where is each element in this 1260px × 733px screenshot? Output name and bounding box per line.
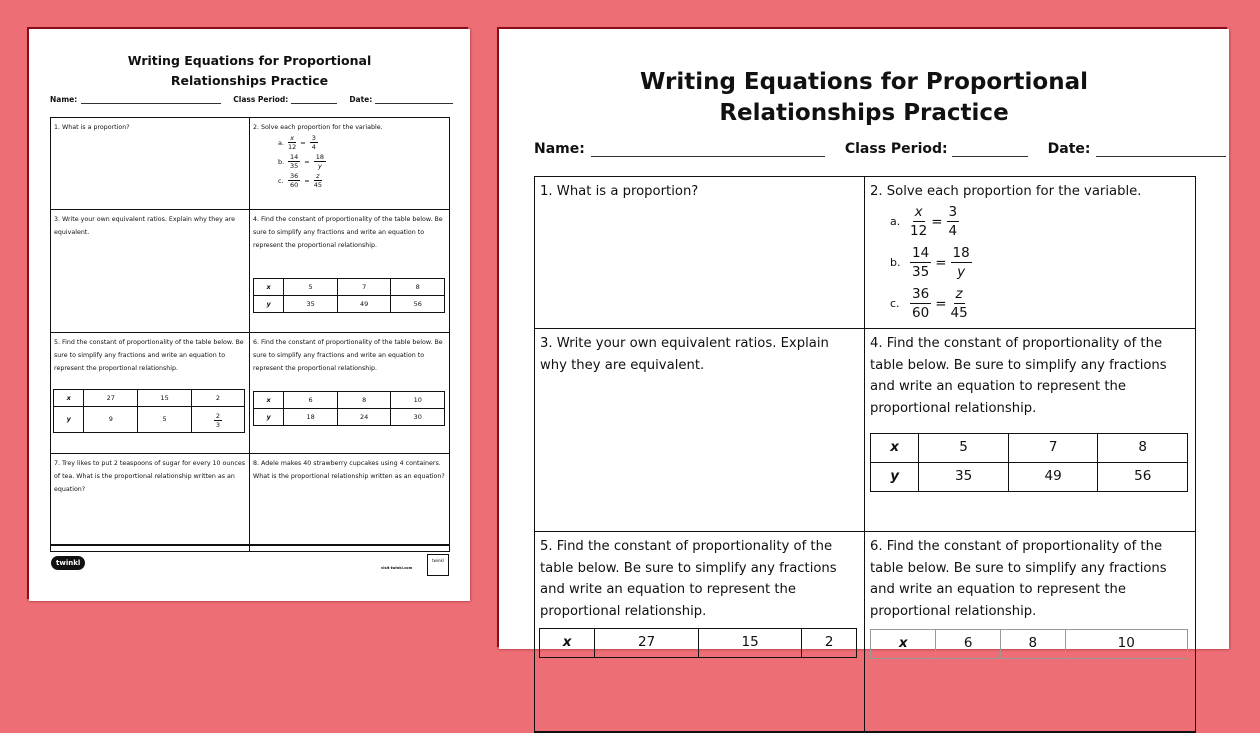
question-text: 2. Solve each proportion for the variable. [253, 124, 383, 131]
numerator: x [290, 134, 295, 142]
numerator: z [316, 172, 320, 180]
question-text: 8. Adele makes 40 strawberry cupcakes using 4 containers. What is the proportional relationship written as an equation? [253, 460, 445, 480]
x-header: x [254, 279, 284, 296]
x-header: x [54, 390, 84, 407]
proportion-label: a. [890, 214, 901, 228]
question-4[interactable] [250, 210, 449, 333]
equals-sign: = [304, 176, 310, 185]
proportion-a [890, 203, 972, 240]
equals-sign: = [304, 157, 310, 166]
question-text: 4. Find the constant of proportionality of the table below. Be sure to simplify any fractions and write an equation to represent the proportional relationship. [870, 336, 1167, 416]
y-value: 35 [919, 463, 1009, 492]
proportion-a [278, 134, 326, 151]
name-label: Name: [50, 95, 78, 104]
proportion-b [890, 244, 972, 281]
y-value: 56 [1098, 463, 1188, 492]
question-1[interactable] [535, 177, 865, 329]
x-value: 8 [1000, 630, 1065, 659]
title-line-2: Relationships Practice [719, 100, 1009, 126]
y-value-fraction [191, 407, 244, 433]
title-line-2: Relationships Practice [170, 73, 329, 88]
denominator: y [317, 162, 322, 170]
denominator: 60 [290, 181, 299, 189]
y-value: 49 [1008, 463, 1098, 492]
denominator: 3 [215, 421, 221, 429]
question-text: 5. Find the constant of proportionality of the table below. Be sure to simplify any fractions and write an equation to represent the proportional relationship. [54, 339, 244, 372]
question-text: 7. Trey likes to put 2 teaspoons of sugar for every 10 ounces of tea. What is the proportional relationship written as an equation? [54, 460, 246, 493]
x-value: 15 [698, 629, 802, 658]
equals-sign: = [300, 138, 306, 147]
denominator: 12 [288, 143, 297, 151]
questions-grid [534, 176, 1196, 733]
proportion-c [890, 285, 972, 322]
x-header: x [254, 392, 284, 409]
x-value: 8 [1098, 434, 1188, 463]
x-value: 27 [84, 390, 138, 407]
equals-sign: = [935, 295, 947, 312]
denominator: 45 [950, 305, 968, 321]
question-8[interactable] [250, 454, 449, 551]
denominator: 4 [311, 143, 316, 151]
date-field[interactable] [375, 103, 453, 104]
y-value: 18 [284, 409, 338, 426]
numerator: 36 [290, 172, 299, 180]
proportion-label: b. [890, 255, 901, 269]
numerator: 14 [912, 245, 930, 261]
title-line-1: Writing Equations for Proportional [127, 53, 372, 68]
name-field[interactable] [81, 103, 221, 104]
y-header: y [54, 407, 84, 433]
xy-table [53, 389, 245, 433]
question-2[interactable] [250, 118, 449, 210]
question-5[interactable] [535, 532, 865, 732]
y-value: 5 [138, 407, 192, 433]
x-value: 8 [391, 279, 445, 296]
y-header: y [254, 296, 284, 313]
twinkl-badge-icon: twinkl [427, 554, 449, 576]
y-value: 24 [337, 409, 391, 426]
footer-divider [50, 544, 450, 546]
questions-grid [50, 117, 450, 552]
proportion-label: c. [890, 296, 900, 310]
x-value: 7 [337, 279, 391, 296]
x-header: x [871, 630, 936, 659]
x-value: 27 [595, 629, 699, 658]
equals-sign: = [935, 254, 947, 271]
numerator: 36 [912, 286, 930, 302]
numerator: 2 [215, 412, 221, 420]
question-7[interactable] [51, 454, 250, 551]
worksheet-thumbnail-page [29, 29, 470, 601]
title-line-1: Writing Equations for Proportional [640, 69, 1088, 95]
x-header: x [540, 629, 595, 658]
denominator: 12 [910, 223, 928, 239]
proportion-list [278, 134, 326, 191]
x-value: 2 [802, 629, 857, 658]
y-value: 9 [84, 407, 138, 433]
y-header: y [871, 463, 919, 492]
numerator: 3 [948, 204, 958, 220]
xy-table [870, 629, 1188, 659]
numerator: x [914, 204, 923, 220]
question-text: 6. Find the constant of proportionality of the table below. Be sure to simplify any fractions and write an equation to represent the proportional relationship. [870, 539, 1167, 619]
xy-table [253, 278, 445, 313]
date-label: Date: [1047, 141, 1091, 157]
question-3[interactable] [535, 329, 865, 532]
x-value: 15 [138, 390, 192, 407]
student-info-row [50, 95, 453, 104]
question-text: 3. Write your own equivalent ratios. Explain why they are equivalent. [540, 336, 829, 373]
question-text: 5. Find the constant of proportionality of the table below. Be sure to simplify any fractions and write an equation to represent the proportional relationship. [540, 539, 837, 619]
y-value: 49 [337, 296, 391, 313]
xy-table [870, 433, 1188, 492]
worksheet-title [29, 51, 470, 91]
class-period-field[interactable] [291, 103, 337, 104]
y-value: 35 [284, 296, 338, 313]
proportion-label: c. [278, 176, 284, 185]
y-value: 30 [391, 409, 445, 426]
question-text: 4. Find the constant of proportionality of the table below. Be sure to simplify any fractions and write an equation to represent the proportional relationship. [253, 216, 443, 249]
x-value: 6 [936, 630, 1001, 659]
denominator: 45 [313, 181, 323, 189]
name-label: Name: [534, 141, 585, 157]
equals-sign: = [931, 213, 943, 230]
question-text: 2. Solve each proportion for the variable. [870, 184, 1142, 199]
question-3[interactable] [51, 210, 250, 333]
date-label: Date: [349, 95, 373, 104]
numerator: 14 [290, 153, 299, 161]
question-4[interactable] [865, 329, 1195, 532]
x-value: 5 [919, 434, 1009, 463]
name-field[interactable] [591, 156, 825, 157]
twinkl-logo: twinkl [51, 556, 85, 570]
denominator: y [957, 264, 966, 280]
question-2[interactable] [865, 177, 1195, 329]
class-period-label: Class Period: [844, 141, 948, 157]
question-text: 6. Find the constant of proportionality of the table below. Be sure to simplify any fractions and write an equation to represent the proportional relationship. [253, 339, 443, 372]
x-value: 6 [284, 392, 338, 409]
numerator: 3 [311, 134, 316, 142]
footer-url: visit twinkl.com [381, 566, 413, 570]
xy-table [253, 391, 445, 426]
denominator: 60 [912, 305, 930, 321]
question-1[interactable] [51, 118, 250, 210]
proportion-label: b. [278, 157, 285, 166]
date-field[interactable] [1096, 156, 1226, 157]
denominator: 35 [912, 264, 930, 280]
question-text: 1. What is a proportion? [540, 184, 699, 199]
xy-table [539, 628, 857, 658]
x-value: 10 [391, 392, 445, 409]
y-header: y [254, 409, 284, 426]
proportion-b [278, 153, 326, 170]
worksheet-title [499, 67, 1229, 129]
class-period-label: Class Period: [233, 95, 289, 104]
proportion-label: a. [278, 138, 285, 147]
numerator: 18 [315, 153, 325, 161]
x-value: 5 [284, 279, 338, 296]
question-6[interactable] [865, 532, 1195, 732]
denominator: 4 [948, 223, 958, 239]
question-6[interactable] [250, 333, 449, 454]
y-value: 56 [391, 296, 445, 313]
numerator: 18 [952, 245, 970, 261]
x-value: 2 [191, 390, 244, 407]
question-5[interactable] [51, 333, 250, 454]
proportion-list [890, 203, 972, 326]
x-value: 7 [1008, 434, 1098, 463]
x-value: 10 [1065, 630, 1187, 659]
numerator: z [955, 286, 963, 302]
proportion-c [278, 172, 326, 189]
question-text: 3. Write your own equivalent ratios. Explain why they are equivalent. [54, 216, 236, 236]
student-info-row [534, 141, 1226, 157]
denominator: 35 [290, 162, 299, 170]
question-text: 1. What is a proportion? [54, 124, 130, 131]
class-period-field[interactable] [952, 156, 1028, 157]
x-value: 8 [337, 392, 391, 409]
worksheet-zoomed-page [499, 29, 1229, 652]
x-header: x [871, 434, 919, 463]
